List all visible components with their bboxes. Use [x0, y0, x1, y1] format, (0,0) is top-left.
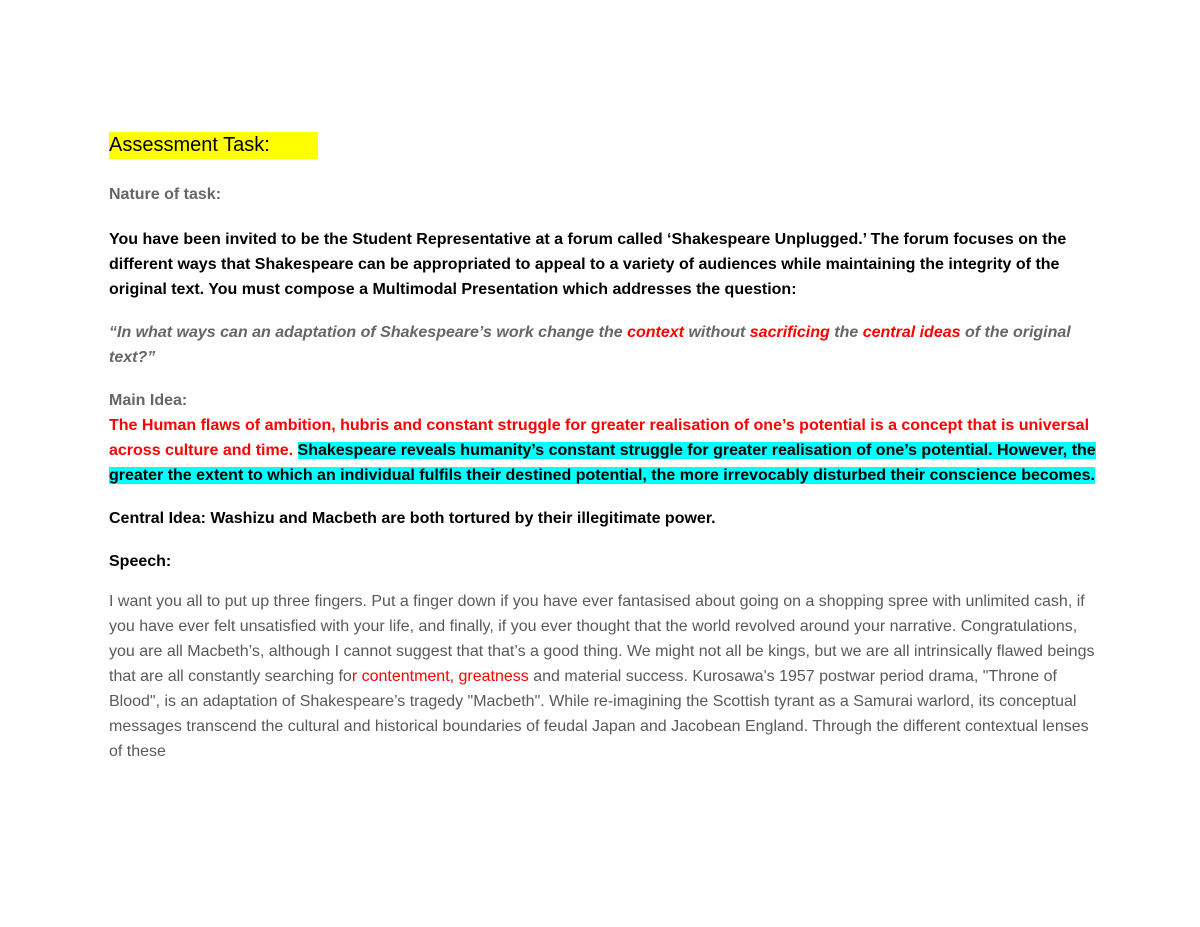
- speech-body-part-1: I want you all to put up three fingers. Put a finger down if you have ever fantasised about going on a shopping spree with unlimited cash, if you have ever felt unsatisfied with your life, and finally, if you ever thought that the world revolved around your narrative. Congratulations, you are all Macbeth’s, although I cannot suggest that that’s a good thing. We might not all be kings, but we are all intrinsically flawed beings that are all constantly searching fo: [109, 593, 1095, 685]
- speech-body-red-part: r contentment, greatness: [351, 668, 529, 685]
- speech-body-part-2: and material success. Kurosawa's 1957 postwar period drama, "Throne of Blood", is an adaptation of Shakespeare’s tragedy "Macbeth". While re-imagining the Scottish tyrant as a Samurai warlord, its conceptual messages transcend the cultural and historical boundaries of feudal Japan and Jacobean England. Through the different contextual lenses of these: [109, 668, 1089, 760]
- question-keyword-context: context: [627, 324, 684, 341]
- nature-of-task-label: Nature of task:: [109, 186, 222, 203]
- main-idea-label: Main Idea:: [109, 392, 188, 409]
- question-part-4: of the original text?”: [109, 324, 1071, 366]
- speech-body: [109, 589, 1099, 764]
- question-keyword-sacrificing: sacrificing: [749, 324, 830, 341]
- assessment-task-heading: Assessment Task:: [109, 132, 318, 159]
- question-keyword-central-ideas: central ideas: [862, 324, 961, 341]
- document-content: [109, 132, 1099, 764]
- central-idea-text: Central Idea: Washizu and Macbeth are both tortured by their illegitimate power.: [109, 510, 716, 527]
- question-quote: [109, 320, 1099, 370]
- main-idea-highlighted-text: Shakespeare reveals humanity’s constant struggle for greater realisation of one’s potential. However, the greater the extent to which an individual fulfils their destined potential, the more irrevocably disturbed their conscience becomes.: [109, 442, 1096, 484]
- main-idea-red-text: The Human flaws of ambition, hubris and constant struggle for greater realisation of one’s potential is a concept that is universal across culture and time.: [109, 417, 1090, 459]
- main-idea-text: [109, 413, 1099, 488]
- question-part-3: the: [829, 324, 863, 341]
- speech-label: Speech:: [109, 553, 172, 570]
- question-part-1: “In what ways can an adaptation of Shakespeare’s work change the: [109, 324, 628, 341]
- question-part-2: without: [684, 324, 750, 341]
- task-description: You have been invited to be the Student Representative at a forum called ‘Shakespeare Unplugged.’ The forum focuses on the different ways that Shakespeare can be appropriated to appeal to a variety of audiences while maintaining the integrity of the original text. You must compose a Multimodal Presentation which addresses the question:: [109, 231, 1067, 298]
